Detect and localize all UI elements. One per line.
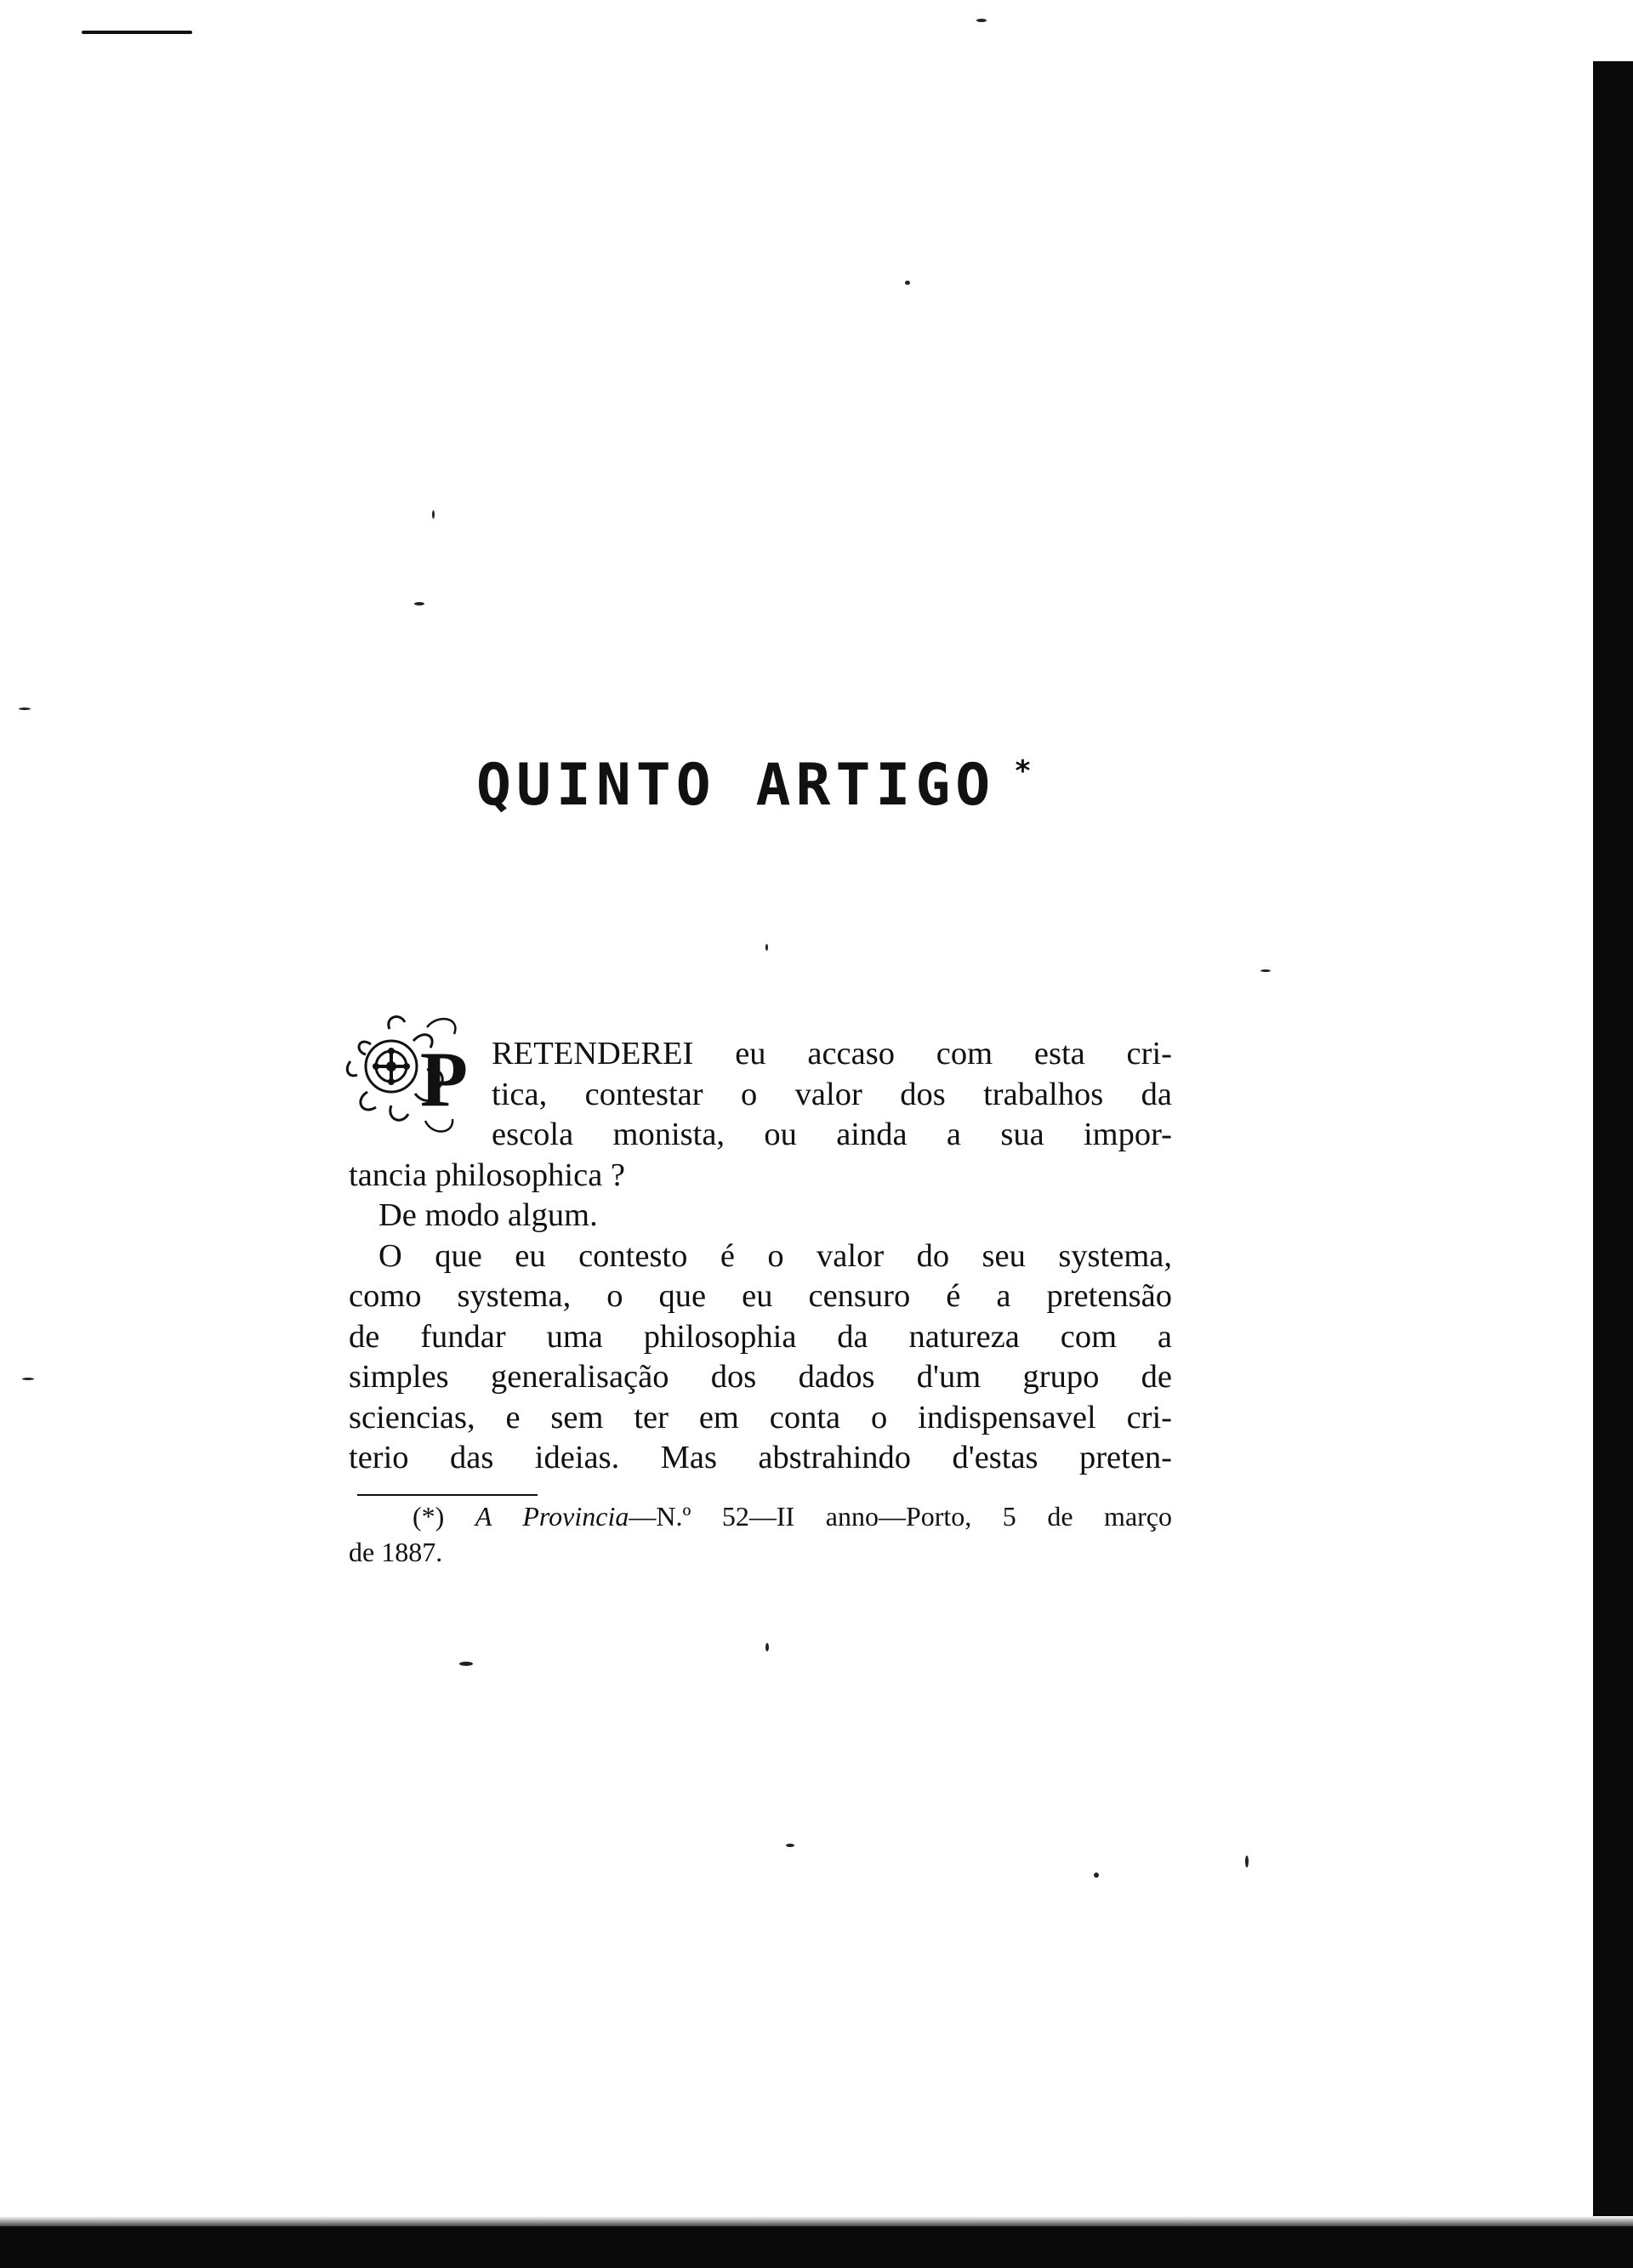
speck <box>786 1844 794 1847</box>
body-line: de fundar uma philosophia da natureza com a <box>349 1318 1172 1355</box>
speck <box>905 281 910 285</box>
speck <box>19 708 31 710</box>
footnote <box>349 1498 1172 1570</box>
body-line: terio das ideias. Mas abstrahindo d'estas preten- <box>349 1440 1172 1475</box>
title-text: QUINTO ARTIGO <box>476 751 996 819</box>
speck <box>1260 969 1271 972</box>
footnote-line: de 1887. <box>349 1537 443 1567</box>
footnote-mark: (*) <box>413 1501 445 1532</box>
speck <box>765 944 768 951</box>
speck <box>414 602 424 605</box>
body-line: escola monista, ou ainda a sua impor- <box>492 1117 1172 1152</box>
top-rule <box>82 31 192 34</box>
footnote-rule <box>357 1494 538 1496</box>
speck <box>1094 1873 1099 1878</box>
body-line: RETENDEREI eu accaso com esta cri- <box>492 1036 1172 1071</box>
title-footnote-mark: * <box>1014 753 1037 788</box>
body-line: tica, contestar o valor dos trabalhos da <box>492 1076 1172 1112</box>
body-line: De modo algum. <box>378 1197 598 1233</box>
footnote-details: —N.º 52—II anno—Porto, 5 de março <box>629 1501 1173 1532</box>
footnote-line <box>349 1498 1172 1534</box>
speck <box>22 1378 34 1380</box>
speck <box>976 19 987 22</box>
footnote-source: A Provincia <box>475 1501 629 1532</box>
body-line: simples generalisação dos dados d'um grupo de <box>349 1359 1172 1395</box>
speck <box>1245 1856 1249 1867</box>
body-line: O que eu contesto é o valor do seu systema, <box>378 1237 1172 1274</box>
initial-letter: P <box>419 1036 469 1123</box>
speck <box>459 1662 473 1666</box>
article-title <box>476 725 1157 818</box>
scan-edge-bottom <box>0 2226 1633 2268</box>
article-body <box>349 1034 1172 1479</box>
scan-edge-right <box>1593 61 1633 2268</box>
speck <box>765 1643 769 1651</box>
body-line: sciencias, e sem ter em conta o indispensavel cri- <box>349 1399 1172 1435</box>
body-line: tancia philosophica ? <box>349 1157 625 1193</box>
body-line: como systema, o que eu censuro é a pretensão <box>349 1278 1172 1314</box>
speck <box>432 510 435 519</box>
